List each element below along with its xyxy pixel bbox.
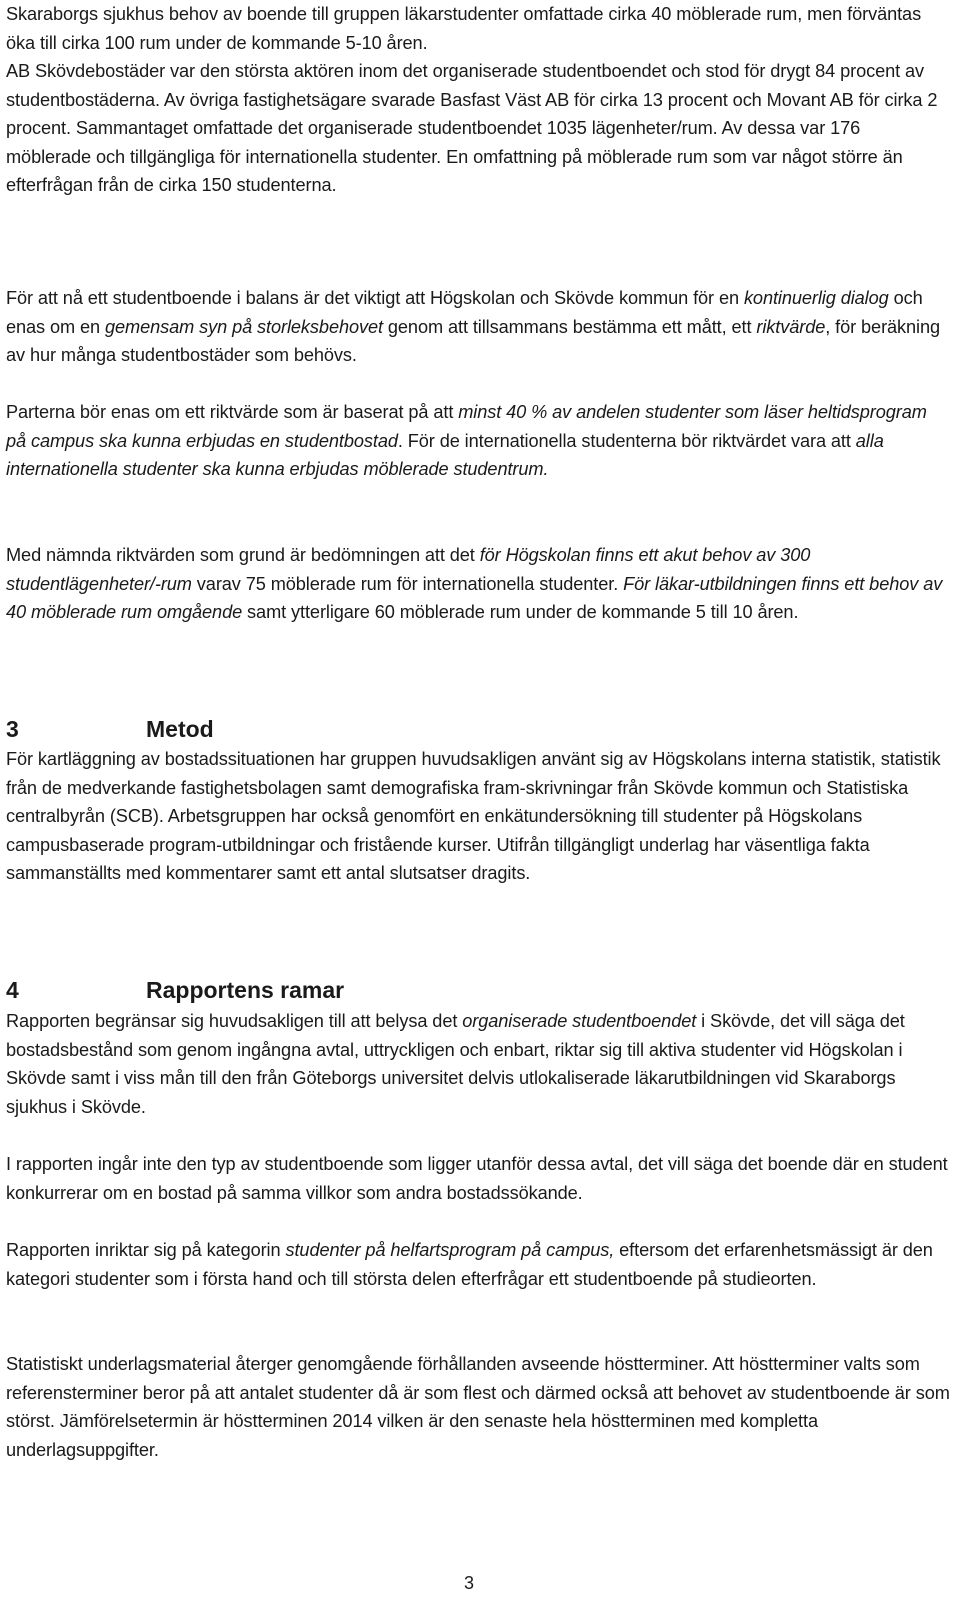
body-text: i Skövde, det vill säga det bostadsbestånd som genom ingångna avtal, uttryckligen och enbart, riktar sig till aktiva studenter vid Högskolan i Skövde samt i viss mån till den från Göteborgs universitet delvis utlokaliserade läkarutbildningen vid Skaraborgs sjukhus i Skövde. <box>6 1011 905 1117</box>
page-number: 3 <box>464 1573 475 1593</box>
paragraph-3 <box>6 284 950 370</box>
emphasis-text: alla internationella studenter ska kunna erbjudas möblerade studentrum. <box>6 430 884 480</box>
body-text: Med nämnda riktvärden som grund är bedömningen att det <box>6 545 480 565</box>
emphasis-text: riktvärde <box>756 316 826 337</box>
emphasis-text: gemensam syn på storleksbehovet <box>105 316 383 337</box>
emphasis-text: kontinuerlig dialog <box>743 288 889 308</box>
paragraph-5 <box>6 541 950 627</box>
section-heading-metod <box>6 714 214 744</box>
body-text: I rapporten ingår inte den typ av studentboende som ligger utanför dessa avtal, det vill säga det boende där en student konkurrerar om en bostad på samma villkor som andra bostadssökande. <box>6 1154 948 1203</box>
body-text: För att nå ett studentboende i balans är det viktigt att Högskolan och Skövde kommun för en <box>6 288 744 308</box>
section-title: Rapportens ramar <box>146 977 345 1003</box>
body-text: och enas om en <box>6 288 923 337</box>
emphasis-text: studenter på helfartsprogram på campus, <box>285 1240 615 1260</box>
section-title: Metod <box>146 716 214 742</box>
body-text: Skaraborgs sjukhus behov av boende till gruppen läkarstudenter omfattade cirka 40 möblerade rum, men förväntas öka till cirka 100 rum under de kommande 5-10 åren. <box>6 4 922 53</box>
paragraph-2 <box>6 57 950 200</box>
body-text: , för beräkning av hur många studentbostäder som behövs. <box>6 316 941 366</box>
body-text: eftersom det erfarenhetsmässigt är den kategori studenter som i första hand och till största delen efterfrågar ett studentboende på studieorten. <box>6 1240 933 1289</box>
body-text: AB Skövdebostäder var den största aktören inom det organiserade studentboendet och stod för drygt 84 procent av studentbostäderna. Av övriga fastighetsägare svarade Basfast Väst AB för cirka 13 procent och Movant AB för cirka 2 procent. Sammantaget omfattade det organiserade studentboendet 1035 lägenheter/rum. Av dessa var 176 möblerade och tillgängliga för internationella studenter. En omfattning på möblerade rum som var något större än efterfrågan från de cirka 150 studenterna. <box>6 61 938 196</box>
body-text: . För de internationella studenterna bör riktvärdet vara att <box>397 430 856 451</box>
section-heading-rapportens-ramar <box>6 975 344 1005</box>
paragraph-8 <box>6 1150 950 1207</box>
body-text: För kartläggning av bostadssituationen har gruppen huvudsakligen använt sig av Högskolans interna statistik, statistik från de medverkande fastighetsbolagen samt demografiska fram-skrivningar från Skövde kommun och Statistiska centralbyrån (SCB). Arbetsgruppen har också genomfört en enkätundersökning till studenter på Högskolans campusbaserade program-utbildningar och fristående kurser. Utifrån tillgängligt underlag har väsentliga fakta sammanställts med kommentarer samt ett antal slutsatser dragits. <box>6 749 941 884</box>
body-text: Parterna bör enas om ett riktvärde som är baserat på att <box>6 402 459 422</box>
body-text: samt ytterligare 60 möblerade rum under de kommande 5 till 10 åren. <box>242 602 799 623</box>
paragraph-1 <box>6 0 950 57</box>
emphasis-text: organiserade studentboendet <box>462 1011 697 1031</box>
body-text: Rapporten inriktar sig på kategorin <box>6 1240 286 1260</box>
emphasis-text: För läkar-utbildningen finns ett behov av 40 möblerade rum omgående <box>6 573 943 623</box>
section-number: 4 <box>6 977 19 1003</box>
paragraph-6 <box>6 745 950 888</box>
body-text: Statistiskt underlagsmaterial återger genomgående förhållanden avseende höstterminer. Att höstterminer valts som referensterminer beror på att antalet studenter då är som flest och därmed också att behovet av studentboende är som störst. Jämförelsetermin är höstterminen 2014 vilken är den senaste hela höstterminen med kompletta underlagsuppgifter. <box>6 1354 950 1460</box>
body-text: Rapporten begränsar sig huvudsakligen till att belysa det <box>6 1011 463 1031</box>
section-number: 3 <box>6 716 19 742</box>
paragraph-7 <box>6 1007 950 1121</box>
emphasis-text: minst 40 % av andelen studenter som läser heltidsprogram på campus ska kunna erbjudas en studentbostad <box>6 402 927 451</box>
paragraph-9 <box>6 1236 950 1293</box>
paragraph-10 <box>6 1350 950 1464</box>
paragraph-4 <box>6 398 950 484</box>
emphasis-text: för Högskolan finns ett akut behov av 300 studentlägenheter/-rum <box>6 545 811 594</box>
body-text: varav 75 möblerade rum för internationella studenter. <box>191 573 624 594</box>
body-text: genom att tillsammans bestämma ett mått, ett <box>382 316 757 337</box>
